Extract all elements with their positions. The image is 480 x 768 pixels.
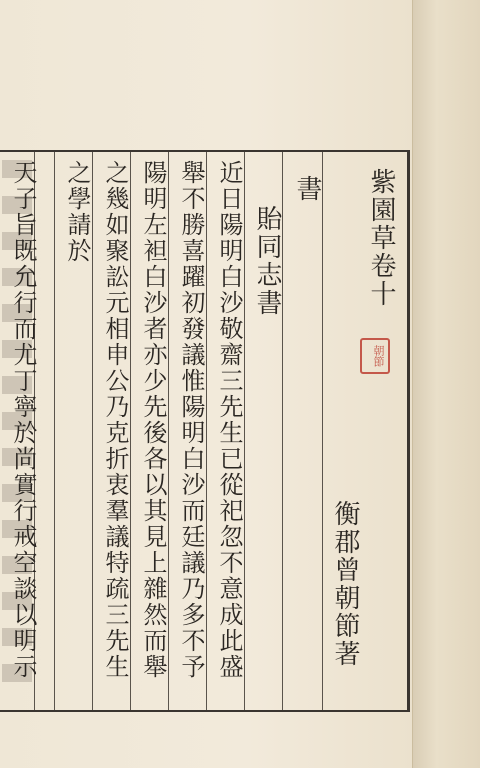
column-rule bbox=[54, 152, 55, 710]
book-spine bbox=[412, 0, 480, 768]
column-rule bbox=[322, 152, 323, 710]
text-column-1: 近日陽明白沙敬齋三先生已從祀忽不意成此盛 bbox=[215, 160, 243, 680]
text-column-4: 之幾如聚訟元相申公乃克折衷羣議特疏三先生 bbox=[101, 160, 129, 680]
section-heading: 書 bbox=[292, 175, 322, 203]
text-column-6: 天子旨既允行而尤丁寧於尚實行戒空談以明示 bbox=[9, 160, 37, 680]
author-line: 衡郡曾朝節著 bbox=[330, 500, 360, 668]
column-rule bbox=[168, 152, 169, 710]
column-rule bbox=[92, 152, 93, 710]
red-seal: 朝節 bbox=[360, 338, 390, 374]
text-column-3: 陽明左袒白沙者亦少先後各以其見上雜然而舉 bbox=[139, 160, 167, 680]
column-rule bbox=[244, 152, 245, 710]
column-rule bbox=[206, 152, 207, 710]
letter-title: 貽同志書 bbox=[252, 205, 282, 317]
column-rule bbox=[130, 152, 131, 710]
book-title: 紫園草卷十 bbox=[366, 168, 396, 308]
text-column-2: 舉不勝喜躍初發議惟陽明白沙而廷議乃多不予 bbox=[177, 160, 205, 680]
text-column-5: 之學請於 bbox=[63, 160, 91, 264]
